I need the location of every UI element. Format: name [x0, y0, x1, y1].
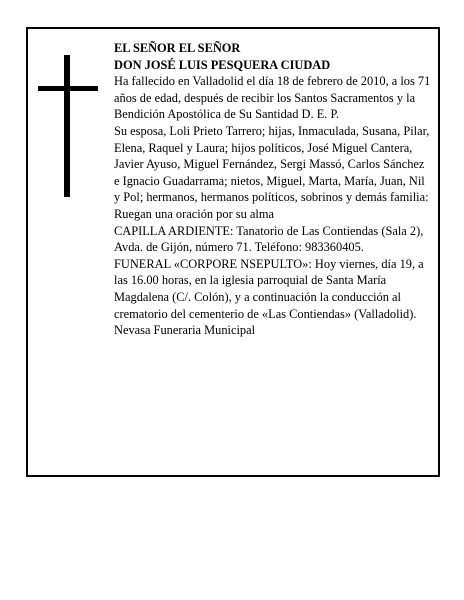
- funeral-home: Nevasa Funeraria Municipal: [114, 323, 256, 338]
- chapel-info: CAPILLA ARDIENTE: Tanatorio de Las Contiendas (Sala 2), Avda. de Gijón, número 71. Teléfono: 983360405.: [114, 223, 424, 255]
- family-list: Su esposa, Loli Prieto Tarrero; hijas, Inmaculada, Susana, Pilar, Elena, Raquel y Laura; hijos políticos, José Miguel Cantera, Javier Ayuso, Miguel Fernández, Sergi Massó, Carlos Sánchez e Ignacio Guadarrama; nietos, Miguel, Marta, María, Juan, Nil y Pol; hermanos, hermanos políticos, sobrinos y demás familia:: [114, 123, 430, 205]
- death-announcement: Ha fallecido en Valladolid el día 18 de febrero de 2010, a los 71 años de edad, después de recibir los Santos Sacramentos y la Bendición Apostólica de Su Santidad D. E. P.: [114, 74, 431, 122]
- heading-line-1: EL SEÑOR EL SEÑOR: [114, 41, 241, 55]
- prayer-request: Ruegan una oración por su alma: [114, 206, 274, 221]
- cross-icon: [64, 55, 70, 197]
- deceased-name: DON JOSÉ LUIS PESQUERA CIUDAD: [114, 57, 331, 72]
- obituary-text: [114, 40, 432, 339]
- funeral-info: FUNERAL «CORPORE NSEPULTO»: Hoy viernes, día 19, a las 16.00 horas, en la iglesia parroquial de Santa María Magdalena (C/. Colón), y a continuación la conducción al crematorio del cementerio de «Las Contiendas» (Valladolid).: [114, 256, 424, 321]
- cross-icon-crossbar: [38, 86, 98, 91]
